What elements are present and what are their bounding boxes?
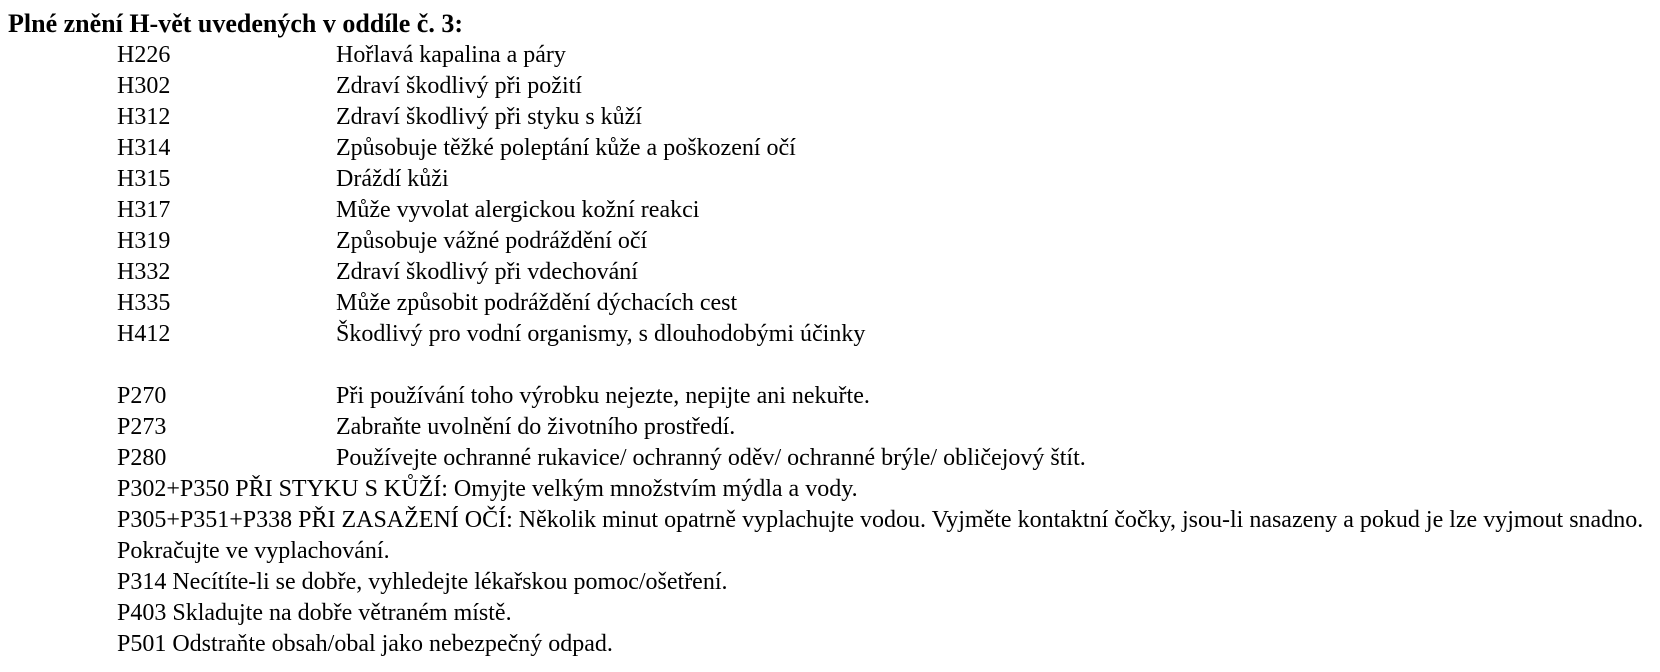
p-statement-text: Zabraňte uvolnění do životního prostředí. [336, 414, 736, 440]
h-statement-text: Může způsobit podráždění dýchacích cest [336, 290, 738, 316]
p-statement-paragraph: P314 Necítíte-li se dobře, vyhledejte lékařskou pomoc/ošetření. [117, 569, 728, 595]
h-statement-text: Zdraví škodlivý při styku s kůží [336, 104, 642, 130]
h-statement-text: Hořlavá kapalina a páry [336, 42, 566, 68]
h-statement-text: Způsobuje vážné podráždění očí [336, 228, 648, 254]
h-statement-row [117, 319, 1652, 350]
h-statement-row [117, 71, 1652, 102]
h-statement-code: H226 [117, 42, 171, 68]
spacer [117, 350, 1652, 381]
p-statement-text: Při používání toho výrobku nejezte, nepijte ani nekuřte. [336, 383, 870, 409]
p-statement-code: P270 [117, 383, 167, 409]
h-statement-row [117, 288, 1652, 319]
section-heading: Plné znění H-vět uvedených v oddíle č. 3: [8, 9, 463, 38]
statement-list [117, 40, 1652, 660]
p-statement-paragraph: P501 Odstraňte obsah/obal jako nebezpečný odpad. [117, 631, 613, 657]
h-statement-row [117, 40, 1652, 71]
h-statement-code: H332 [117, 259, 171, 285]
h-statement-text: Zdraví škodlivý při požití [336, 73, 582, 99]
p-statement-row [117, 381, 1652, 412]
h-statement-code: H314 [117, 135, 171, 161]
h-statement-row [117, 164, 1652, 195]
h-statement-code: H317 [117, 197, 171, 223]
h-statement-code: H315 [117, 166, 171, 192]
h-statement-row [117, 226, 1652, 257]
p-statement-paragraph: P403 Skladujte na dobře větraném místě. [117, 600, 512, 626]
h-statement-code: H312 [117, 104, 171, 130]
p-statement-row [117, 443, 1652, 474]
p-statement-code: P273 [117, 414, 167, 440]
p-statement-paragraph: P305+P351+P338 PŘI ZASAŽENÍ OČÍ: Několik minut opatrně vyplachujte vodou. Vyjměte kontaktní čočky, jsou-li nasazeny a pokud je lze vyjmout snadno. Pokračujte ve vyplachování. [117, 507, 1644, 564]
h-statement-row [117, 133, 1652, 164]
h-statement-text: Zdraví škodlivý při vdechování [336, 259, 638, 285]
h-statement-text: Škodlivý pro vodní organismy, s dlouhodobými účinky [336, 321, 866, 347]
h-statement-text: Dráždí kůži [336, 166, 449, 192]
p-statement-row [117, 412, 1652, 443]
h-statement-text: Může vyvolat alergickou kožní reakci [336, 197, 700, 223]
p-statement-text: Používejte ochranné rukavice/ ochranný oděv/ ochranné brýle/ obličejový štít. [336, 445, 1086, 471]
h-statement-code: H412 [117, 321, 171, 347]
h-statement-row [117, 102, 1652, 133]
h-statement-text: Způsobuje těžké poleptání kůže a poškození očí [336, 135, 796, 161]
h-statement-code: H319 [117, 228, 171, 254]
p-statement-paragraph: P302+P350 PŘI STYKU S KŮŽÍ: Omyjte velkým množstvím mýdla a vody. [117, 476, 858, 502]
h-statement-row [117, 257, 1652, 288]
h-statement-code: H335 [117, 290, 171, 316]
h-statement-code: H302 [117, 73, 171, 99]
p-statement-code: P280 [117, 445, 167, 471]
h-statement-row [117, 195, 1652, 226]
